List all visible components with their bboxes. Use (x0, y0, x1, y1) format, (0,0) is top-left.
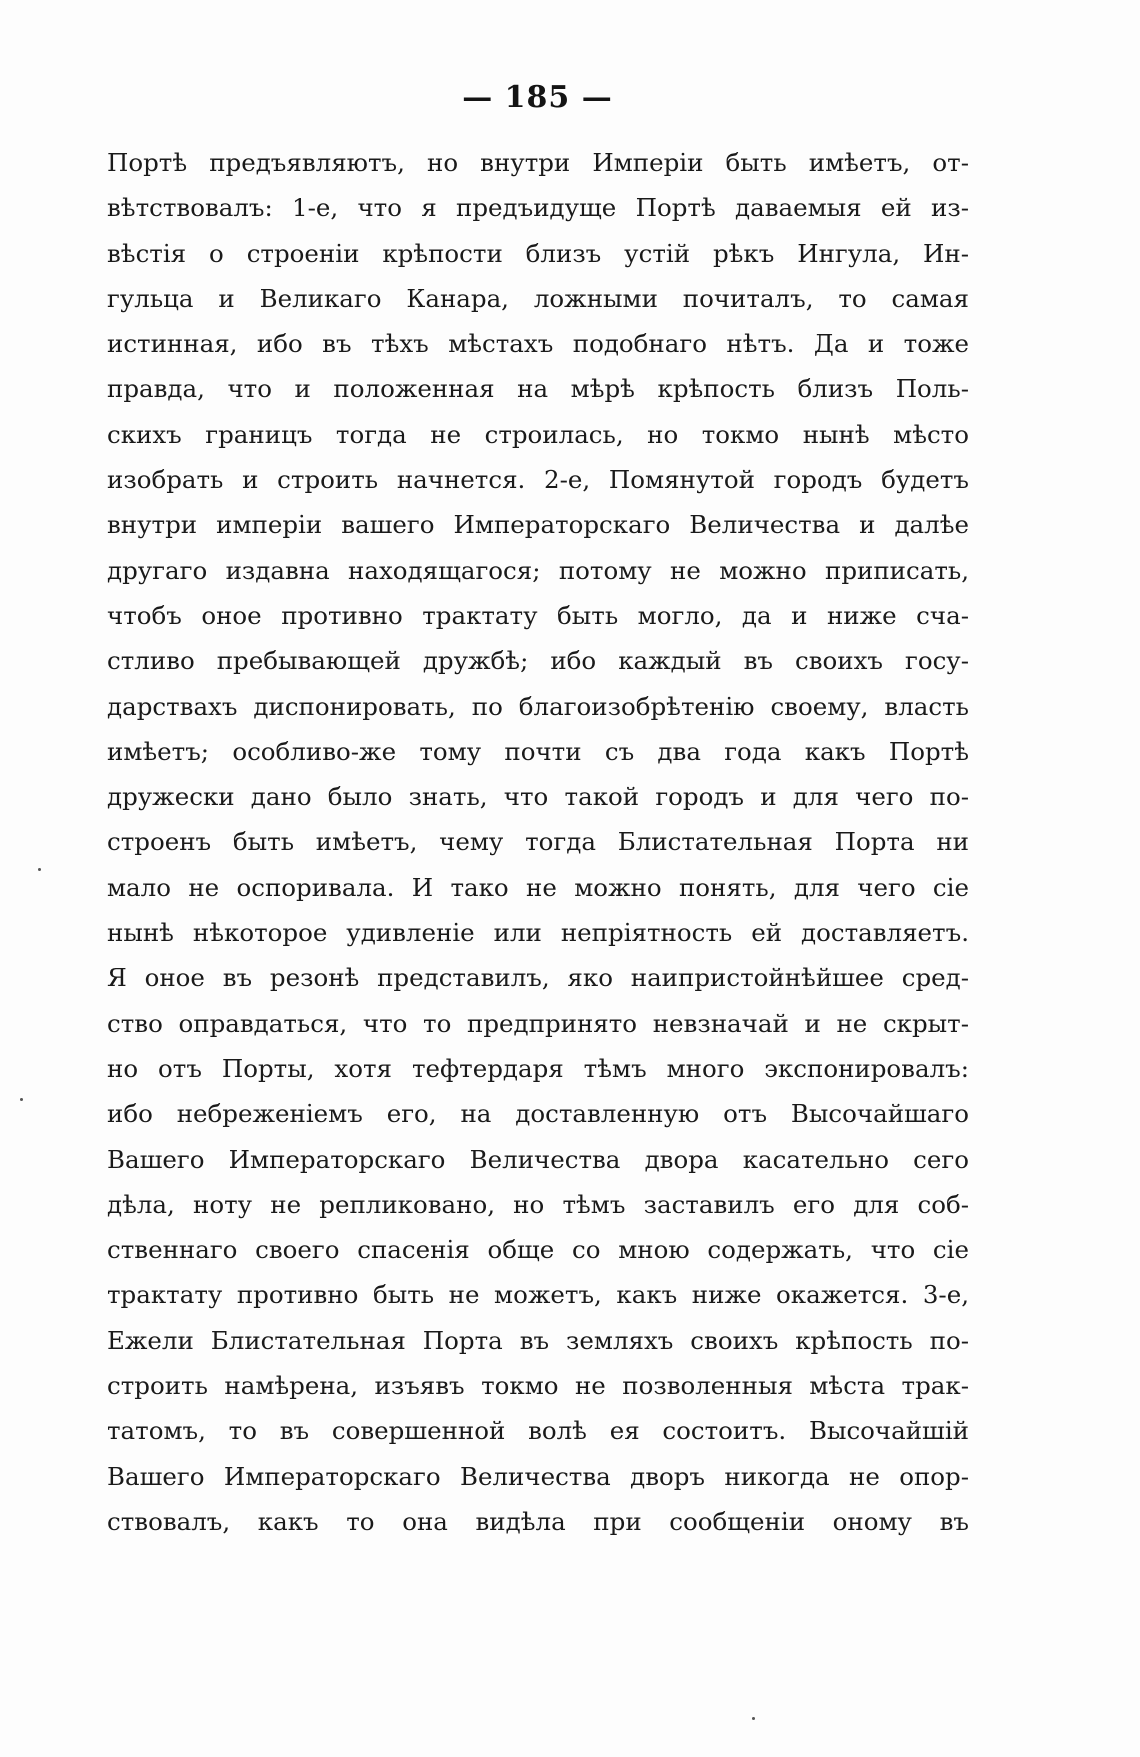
scan-speck (752, 1717, 755, 1720)
text-line: дѣла, ноту не репликовано, но тѣмъ заставилъ его для соб- (107, 1189, 969, 1219)
text-line: татомъ, то въ совершенной волѣ ея состоитъ. Высочайшій (107, 1416, 969, 1446)
text-line: ствовалъ, какъ то она видѣла при сообщеніи оному въ (107, 1506, 969, 1536)
text-line: трактату противно быть не можетъ, какъ ниже окажется. 3-е, (107, 1280, 969, 1310)
text-line: Я оное въ резонѣ представилъ, яко наипристойнѣйшее сред- (107, 963, 969, 993)
scan-speck (20, 1098, 23, 1101)
text-line: ибо небреженіемъ его, на доставленную отъ Высочайшаго (107, 1099, 969, 1129)
text-line: Вашего Императорскаго Величества двора касательно сего (107, 1144, 969, 1174)
text-line: ство оправдаться, что то предпринято невзначай и не скрыт- (107, 1008, 969, 1038)
text-line: дружески дано было знать, что такой городъ и для чего по- (107, 782, 969, 812)
text-line: внутри имперіи вашего Императорскаго Величества и далѣе (107, 510, 969, 540)
text-line: вѣстія о строеніи крѣпости близъ устій рѣкъ Ингула, Ин- (107, 238, 969, 268)
text-line: вѣтствовалъ: 1-е, что я предъидуще Портѣ даваемыя ей из- (107, 193, 969, 223)
scan-speck (38, 868, 41, 871)
text-line: строить намѣрена, изъявъ токмо не позволенныя мѣста трак- (107, 1371, 969, 1401)
text-line: мало не оспоривала. И тако не можно понять, для чего сіе (107, 872, 969, 902)
text-line: гульца и Великаго Канара, ложными почиталъ, то самая (107, 283, 969, 313)
text-line: дарствахъ диспонировать, по благоизобрѣтенію своему, власть (107, 691, 969, 721)
text-line: другаго издавна находящагося; потому не можно приписать, (107, 555, 969, 585)
text-line: истинная, ибо въ тѣхъ мѣстахъ подобнаго нѣтъ. Да и тоже (107, 329, 969, 359)
text-line: изобрать и строить начнется. 2-е, Помянутой городъ будетъ (107, 465, 969, 495)
text-line: имѣетъ; особливо-же тому почти съ два года какъ Портѣ (107, 736, 969, 766)
body-text (107, 140, 969, 1544)
text-line: правда, что и положенная на мѣрѣ крѣпость близъ Поль- (107, 374, 969, 404)
page-number: — 185 — (462, 80, 613, 115)
text-line: стливо пребывающей дружбѣ; ибо каждый въ своихъ госу- (107, 646, 969, 676)
text-line: строенъ быть имѣетъ, чему тогда Блистательная Порта ни (107, 827, 969, 857)
text-line: Портѣ предъявляютъ, но внутри Имперіи быть имѣетъ, от- (107, 148, 969, 177)
text-line: нынѣ нѣкоторое удивленіе или непріятность ей доставляетъ. (107, 918, 969, 948)
text-line: чтобъ оное противно трактату быть могло, да и ниже сча- (107, 600, 969, 630)
text-line: но отъ Порты, хотя тефтердаря тѣмъ много экспонировалъ: (107, 1053, 969, 1083)
text-line: Ежели Блистательная Порта въ земляхъ своихъ крѣпость по- (107, 1325, 969, 1355)
text-line: скихъ границъ тогда не строилась, но токмо нынѣ мѣсто (107, 419, 969, 449)
text-line: Вашего Императорскаго Величества дворъ никогда не опор- (107, 1461, 969, 1491)
text-line: ственнаго своего спасенія обще со мною содержать, что сіе (107, 1235, 969, 1265)
